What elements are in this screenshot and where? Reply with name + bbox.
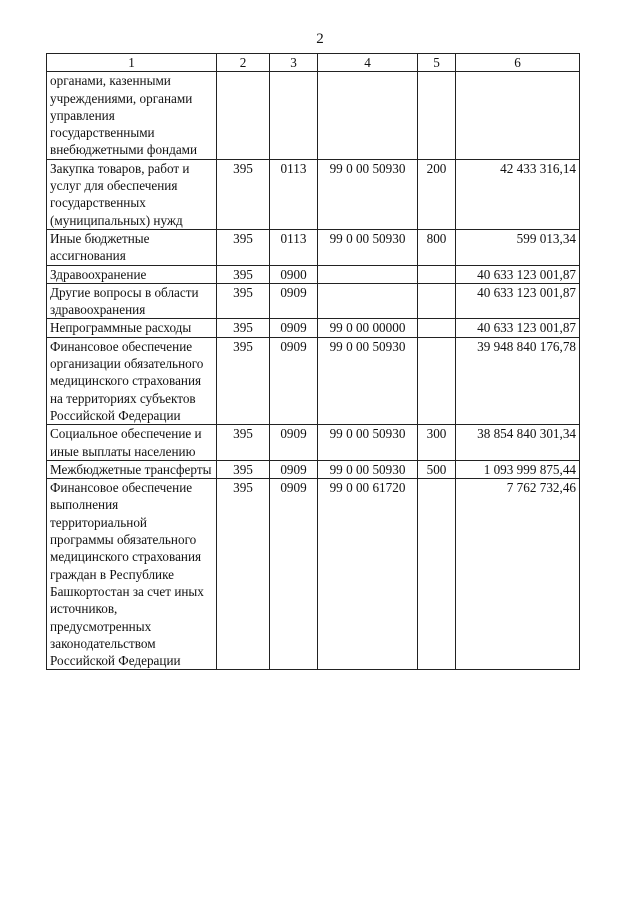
section-code-cell: 0909 (270, 283, 318, 319)
header-cell: 3 (270, 54, 318, 72)
header-cell: 1 (47, 54, 217, 72)
target-article-cell (318, 72, 418, 159)
expense-name-cell: Социальное обеспечение и иные выплаты населению (47, 425, 217, 461)
section-code-cell: 0113 (270, 159, 318, 229)
target-article-cell: 99 0 00 50930 (318, 337, 418, 424)
expense-name-cell: Иные бюджетные ассигнования (47, 229, 217, 265)
admin-code-cell: 395 (217, 319, 270, 337)
admin-code-cell (217, 72, 270, 159)
admin-code-cell: 395 (217, 337, 270, 424)
expense-type-cell (418, 479, 456, 670)
table-row (47, 460, 580, 478)
amount-cell: 42 433 316,14 (456, 159, 580, 229)
target-article-cell (318, 283, 418, 319)
table-row (47, 159, 580, 229)
table-row (47, 319, 580, 337)
amount-cell: 39 948 840 176,78 (456, 337, 580, 424)
table-row (47, 337, 580, 424)
amount-cell: 40 633 123 001,87 (456, 319, 580, 337)
admin-code-cell: 395 (217, 425, 270, 461)
admin-code-cell: 395 (217, 229, 270, 265)
expense-type-cell (418, 265, 456, 283)
expense-type-cell (418, 319, 456, 337)
expense-name-cell: Здравоохранение (47, 265, 217, 283)
table-row (47, 425, 580, 461)
target-article-cell: 99 0 00 50930 (318, 425, 418, 461)
expense-name-cell: Межбюджетные трансферты (47, 460, 217, 478)
amount-cell: 599 013,34 (456, 229, 580, 265)
header-cell: 4 (318, 54, 418, 72)
table-row (47, 72, 580, 159)
amount-cell: 1 093 999 875,44 (456, 460, 580, 478)
target-article-cell (318, 265, 418, 283)
amount-cell: 40 633 123 001,87 (456, 265, 580, 283)
table-row (47, 229, 580, 265)
table-row (47, 265, 580, 283)
section-code-cell: 0909 (270, 479, 318, 670)
header-cell: 6 (456, 54, 580, 72)
admin-code-cell: 395 (217, 283, 270, 319)
target-article-cell: 99 0 00 50930 (318, 159, 418, 229)
amount-cell: 38 854 840 301,34 (456, 425, 580, 461)
admin-code-cell: 395 (217, 460, 270, 478)
expense-type-cell: 800 (418, 229, 456, 265)
header-cell: 2 (217, 54, 270, 72)
section-code-cell: 0900 (270, 265, 318, 283)
header-row (47, 54, 580, 72)
target-article-cell: 99 0 00 61720 (318, 479, 418, 670)
section-code-cell: 0909 (270, 337, 318, 424)
target-article-cell: 99 0 00 00000 (318, 319, 418, 337)
admin-code-cell: 395 (217, 265, 270, 283)
target-article-cell: 99 0 00 50930 (318, 229, 418, 265)
amount-cell (456, 72, 580, 159)
section-code-cell: 0909 (270, 319, 318, 337)
budget-table (46, 53, 580, 670)
admin-code-cell: 395 (217, 159, 270, 229)
table-row (47, 479, 580, 670)
expense-name-cell: Финансовое обеспечение выполнения территориальной программы обязательного медицинского страхования граждан в Республике Башкортостан за счет иных источников, предусмотренных законодательством Российской Федерации (47, 479, 217, 670)
expense-name-cell: Закупка товаров, работ и услуг для обеспечения государственных (муниципальных) нужд (47, 159, 217, 229)
amount-cell: 40 633 123 001,87 (456, 283, 580, 319)
section-code-cell: 0113 (270, 229, 318, 265)
table-row (47, 283, 580, 319)
section-code-cell: 0909 (270, 460, 318, 478)
expense-name-cell: органами, казенными учреждениями, органами управления государственными внебюджетными фондами (47, 72, 217, 159)
expense-type-cell (418, 283, 456, 319)
section-code-cell (270, 72, 318, 159)
section-code-cell: 0909 (270, 425, 318, 461)
expense-type-cell: 200 (418, 159, 456, 229)
expense-name-cell: Другие вопросы в области здравоохранения (47, 283, 217, 319)
target-article-cell: 99 0 00 50930 (318, 460, 418, 478)
expense-name-cell: Финансовое обеспечение организации обязательного медицинского страхования на территориях субъектов Российской Федерации (47, 337, 217, 424)
expense-type-cell: 500 (418, 460, 456, 478)
expense-type-cell (418, 72, 456, 159)
expense-type-cell (418, 337, 456, 424)
page-number: 2 (316, 31, 324, 47)
header-cell: 5 (418, 54, 456, 72)
expense-type-cell: 300 (418, 425, 456, 461)
expense-name-cell: Непрограммные расходы (47, 319, 217, 337)
amount-cell: 7 762 732,46 (456, 479, 580, 670)
admin-code-cell: 395 (217, 479, 270, 670)
